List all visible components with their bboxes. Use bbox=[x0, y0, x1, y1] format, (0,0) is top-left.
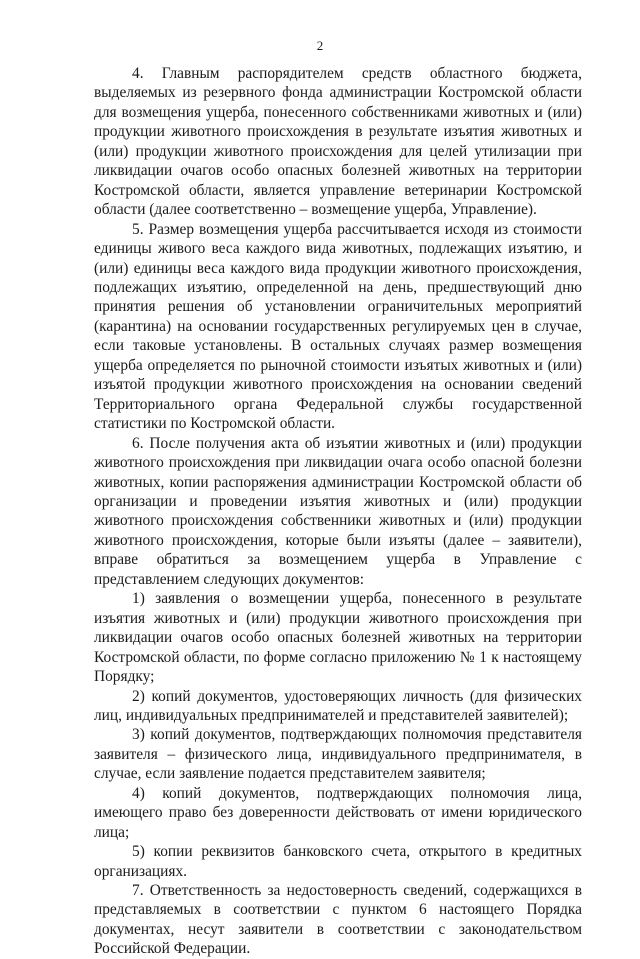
list-item-4: 4) копий документов, подтверждающих полномочия лица, имеющего право без доверенности действовать от имени юридического лица; bbox=[94, 784, 582, 841]
paragraph-4: 4. Главным распорядителем средств областного бюджета, выделяемых из резервного фонда администрации Костромской области для возмещения ущерба, понесенного собственниками животных и (или) продукции животного происхождения в результате изъятия животных и (или) продукции животного происхождения для целей утилизации при ликвидации очагов особо опасных болезней животных на территории Костромской области, является управление ветеринарии Костромской области (далее соответственно – возмещение ущерба, Управление). bbox=[94, 65, 582, 219]
page-number: 2 bbox=[316, 38, 324, 53]
list-item-3: 3) копий документов, подтверждающих полномочия представителя заявителя – физического лица, индивидуального предпринимателя, в случае, если заявление подается представителем заявителя; bbox=[94, 726, 582, 783]
list-item-5: 5) копии реквизитов банковского счета, открытого в кредитных организациях. bbox=[94, 843, 582, 880]
document-body bbox=[94, 64, 582, 959]
paragraph-5: 5. Размер возмещения ущерба рассчитывается исходя из стоимости единицы живого веса каждого вида животных, подлежащих изъятию, и (или) единицы веса каждого вида продукции животного происхождения, подлежащих изъятию, определенной на день, предшествующий дню принятия решения об установлении ограничительных мероприятий (карантина) на основании государственных регулируемых цен в случае, если таковые установлены. В остальных случаях размер возмещения ущерба определяется по рыночной стоимости изъятых животных и (или) изъятой продукции животного происхождения на основании сведений Территориального органа Федеральной службы государственной статистики по Костромской области. bbox=[94, 220, 582, 433]
list-item-1: 1) заявления о возмещении ущерба, понесенного в результате изъятия животных и (или) продукции животного происхождения при ликвидации очагов особо опасных болезней животных на территории Костромской области, по форме согласно приложению № 1 к настоящему Порядку; bbox=[94, 590, 582, 686]
paragraph-7: 7. Ответственность за недостоверность сведений, содержащихся в представляемых в соответствии с пунктом 6 настоящего Порядка документах, несут заявители в соответствии с законодательством Российской Федерации. bbox=[94, 882, 582, 958]
paragraph-6: 6. После получения акта об изъятии животных и (или) продукции животного происхождения при ликвидации очага особо опасной болезни животных, копии распоряжения администрации Костромской области об организации и проведении изъятия животных и (или) продукции животного происхождения собственники животных и (или) продукции животного происхождения, которые были изъяты (далее – заявители), вправе обратиться за возмещением ущерба в Управление с представлением следующих документов: bbox=[94, 434, 582, 588]
list-item-2: 2) копий документов, удостоверяющих личность (для физических лиц, индивидуальных предпринимателей и представителей заявителей); bbox=[94, 687, 582, 724]
